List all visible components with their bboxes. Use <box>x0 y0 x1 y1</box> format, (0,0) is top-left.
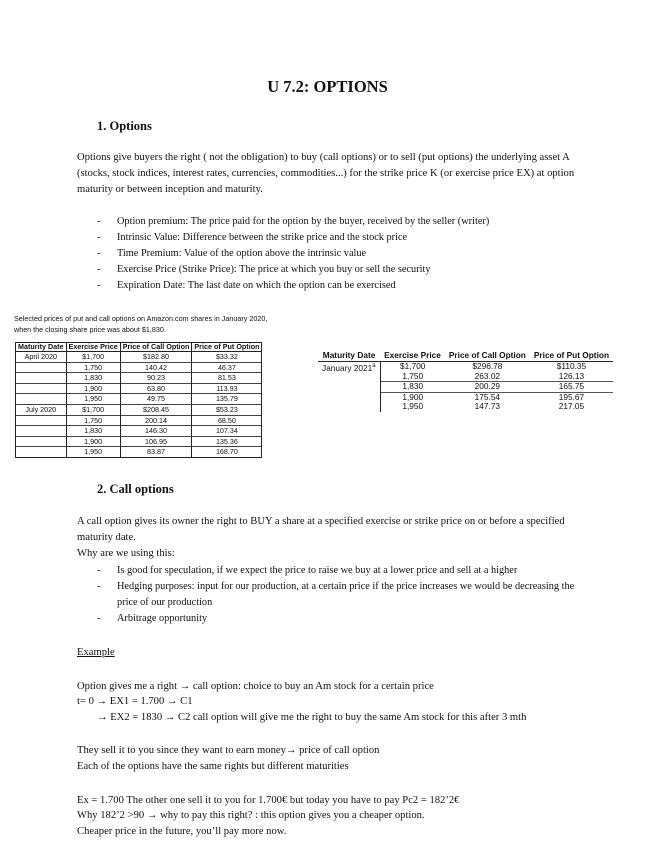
table-cell: 90.23 <box>120 373 192 384</box>
section-call-options-heading: 2. Call options <box>97 482 174 496</box>
table-cell <box>16 436 67 447</box>
table-cell: 1,950 <box>66 394 120 405</box>
table-row <box>16 362 262 373</box>
table-cell <box>16 362 67 373</box>
table-cell: 68.50 <box>192 415 262 426</box>
column-header: Price of Put Option <box>530 350 613 362</box>
table-cell <box>16 394 67 405</box>
table-cell <box>16 383 67 394</box>
column-header: Price of Call Option <box>445 350 530 362</box>
maturity-cell <box>318 362 380 412</box>
table-cell: 146.30 <box>120 426 192 437</box>
table-cell: 1,750 <box>66 415 120 426</box>
table-cell: 46.37 <box>192 362 262 373</box>
list-item: - Expiration Date: The last date on which the option can be exercised <box>97 278 617 294</box>
table-cell: $53.23 <box>192 404 262 415</box>
list-item: - Arbitrage opportunity <box>97 611 583 627</box>
footnote-marker: a <box>372 363 376 369</box>
table-row <box>16 415 262 426</box>
table-cell: 63.80 <box>120 383 192 394</box>
table-cell <box>16 415 67 426</box>
list-item: - Hedging purposes: input for our production, at a certain price if the price increases we would be decreasing the price of our production <box>97 579 583 611</box>
example-heading: Example <box>77 647 115 658</box>
example-line: Why 182’2 >90 → why to pay this right? : this option gives you a cheaper option. <box>77 810 425 821</box>
table-cell: 147.73 <box>474 401 501 412</box>
column-header: Price of Call Option <box>120 343 192 352</box>
options-prices-table-2021 <box>318 350 613 412</box>
table-cell: 140.42 <box>120 362 192 373</box>
column-header: Maturity Date <box>16 343 67 352</box>
column-header: Exercise Price <box>380 350 445 362</box>
table-cell: 106.95 <box>120 436 192 447</box>
page-title: U 7.2: OPTIONS <box>267 77 388 96</box>
table-header-row <box>318 350 613 362</box>
table-row <box>16 352 262 363</box>
table-cell: 126.13 <box>558 370 585 381</box>
example-line: Each of the options have the same rights but different maturities <box>77 761 349 772</box>
table-row <box>16 426 262 437</box>
example-line: t= 0 → EX1 = 1.700 → C1 <box>77 696 193 707</box>
table-row <box>16 373 262 384</box>
table-cell: 1,900 <box>66 436 120 447</box>
table-cell: July 2020 <box>16 404 67 415</box>
table-cell: 195.67 <box>530 392 613 402</box>
table-cell: 1,750 <box>66 362 120 373</box>
table-cell: $182.80 <box>120 352 192 363</box>
table-cell: 165.75 <box>530 382 613 393</box>
table-cell: $110.35 <box>556 361 587 371</box>
options-prices-table-2020 <box>15 342 262 458</box>
table-cell: 113.93 <box>192 383 262 394</box>
table-cell: 200.14 <box>120 415 192 426</box>
table-row <box>16 394 262 405</box>
table-cell: $33.32 <box>192 352 262 363</box>
why-using-text: Why are we using this: <box>77 548 175 559</box>
table-cell: $1,700 <box>66 404 120 415</box>
column-header: Exercise Price <box>66 343 120 352</box>
example-line: Option gives me a right → call option: choice to buy an Am stock for a certain price <box>77 681 434 692</box>
table-cell <box>16 373 67 384</box>
table-cell: 1,830 <box>66 373 120 384</box>
table-cell: 83.87 <box>120 447 192 458</box>
table-cell: $208.45 <box>120 404 192 415</box>
figure-caption-line: when the closing share price was about $1,830. <box>14 324 166 334</box>
options-terms-list <box>97 214 617 294</box>
table-cell: 1,900 <box>66 383 120 394</box>
list-item: - Exercise Price (Strike Price): The price at which you buy or sell the security <box>97 262 617 278</box>
example-line: They sell it to you since they want to earn money→ price of call option <box>77 745 380 756</box>
table-cell: 49.75 <box>120 394 192 405</box>
call-option-definition-paragraph: A call option gives its owner the right to BUY a share at a specified exercise or strike price on or before a specified maturity date. <box>77 516 565 543</box>
table-row <box>16 447 262 458</box>
table-cell: 1,950 <box>380 402 445 412</box>
column-header: Maturity Date <box>318 350 380 362</box>
table-cell: $1,700 <box>380 362 445 372</box>
example-line: Ex = 1.700 The other one sell it to you for 1.700€ but today you have to pay Pc2 = 182’2€ <box>77 795 460 806</box>
table-cell: April 2020 <box>16 352 67 363</box>
table-cell: 1,950 <box>66 447 120 458</box>
figure-caption-line: Selected prices of put and call options on Amazon.com shares in January 2020, <box>14 314 268 323</box>
table-header-row <box>16 343 262 352</box>
table-cell: 107.34 <box>192 426 262 437</box>
table-cell: 135.79 <box>192 394 262 405</box>
table-cell: 200.29 <box>445 382 530 393</box>
list-item: - Time Premium: Value of the option above the intrinsic value <box>97 246 617 262</box>
example-line: Cheaper price in the future, you’ll pay more now. <box>77 826 287 837</box>
column-header: Price of Put Option <box>192 343 262 352</box>
maturity-date: January 2021 <box>322 362 373 373</box>
table-cell: 263.02 <box>474 370 501 381</box>
table-cell: 81.53 <box>192 373 262 384</box>
table-row <box>16 383 262 394</box>
table-cell: 1,830 <box>66 426 120 437</box>
table-cell: $296.78 <box>472 361 503 371</box>
table-row <box>16 436 262 447</box>
list-item: - Intrinsic Value: Difference between the strike price and the stock price <box>97 230 617 246</box>
table-cell: $1,700 <box>66 352 120 363</box>
table-cell: 217.05 <box>558 401 585 412</box>
list-item: - Option premium: The price paid for the option by the buyer, received by the seller (writer) <box>97 214 617 230</box>
table-cell: 1,830 <box>380 382 445 393</box>
call-option-uses-list <box>97 563 583 627</box>
table-cell <box>16 426 67 437</box>
table-cell: 135.36 <box>192 436 262 447</box>
table-cell: 1,750 <box>380 372 445 382</box>
section-options-heading: 1. Options <box>97 119 152 133</box>
table-cell: 168.70 <box>192 447 262 458</box>
table-cell <box>16 447 67 458</box>
example-line: → EX2 = 1830 → C2 call option will give me the right to buy the same Am stock for this after 3 mth <box>97 712 527 723</box>
options-definition-paragraph: Options give buyers the right ( not the obligation) to buy (call options) or to sell (put options) the underlying asset A (stocks, stock indices, interest rates, currencies, commodities...) for the strike price K (or exercise price EX) at option maturity or between inception and maturity. <box>77 152 575 195</box>
table-cell: 175.54 <box>445 392 530 402</box>
figure-caption <box>14 314 267 335</box>
table-row <box>16 404 262 415</box>
list-item: - Is good for speculation, if we expect the price to raise we buy at a lower price and sell at a higher <box>97 563 583 579</box>
table-cell: 1,900 <box>380 392 445 402</box>
